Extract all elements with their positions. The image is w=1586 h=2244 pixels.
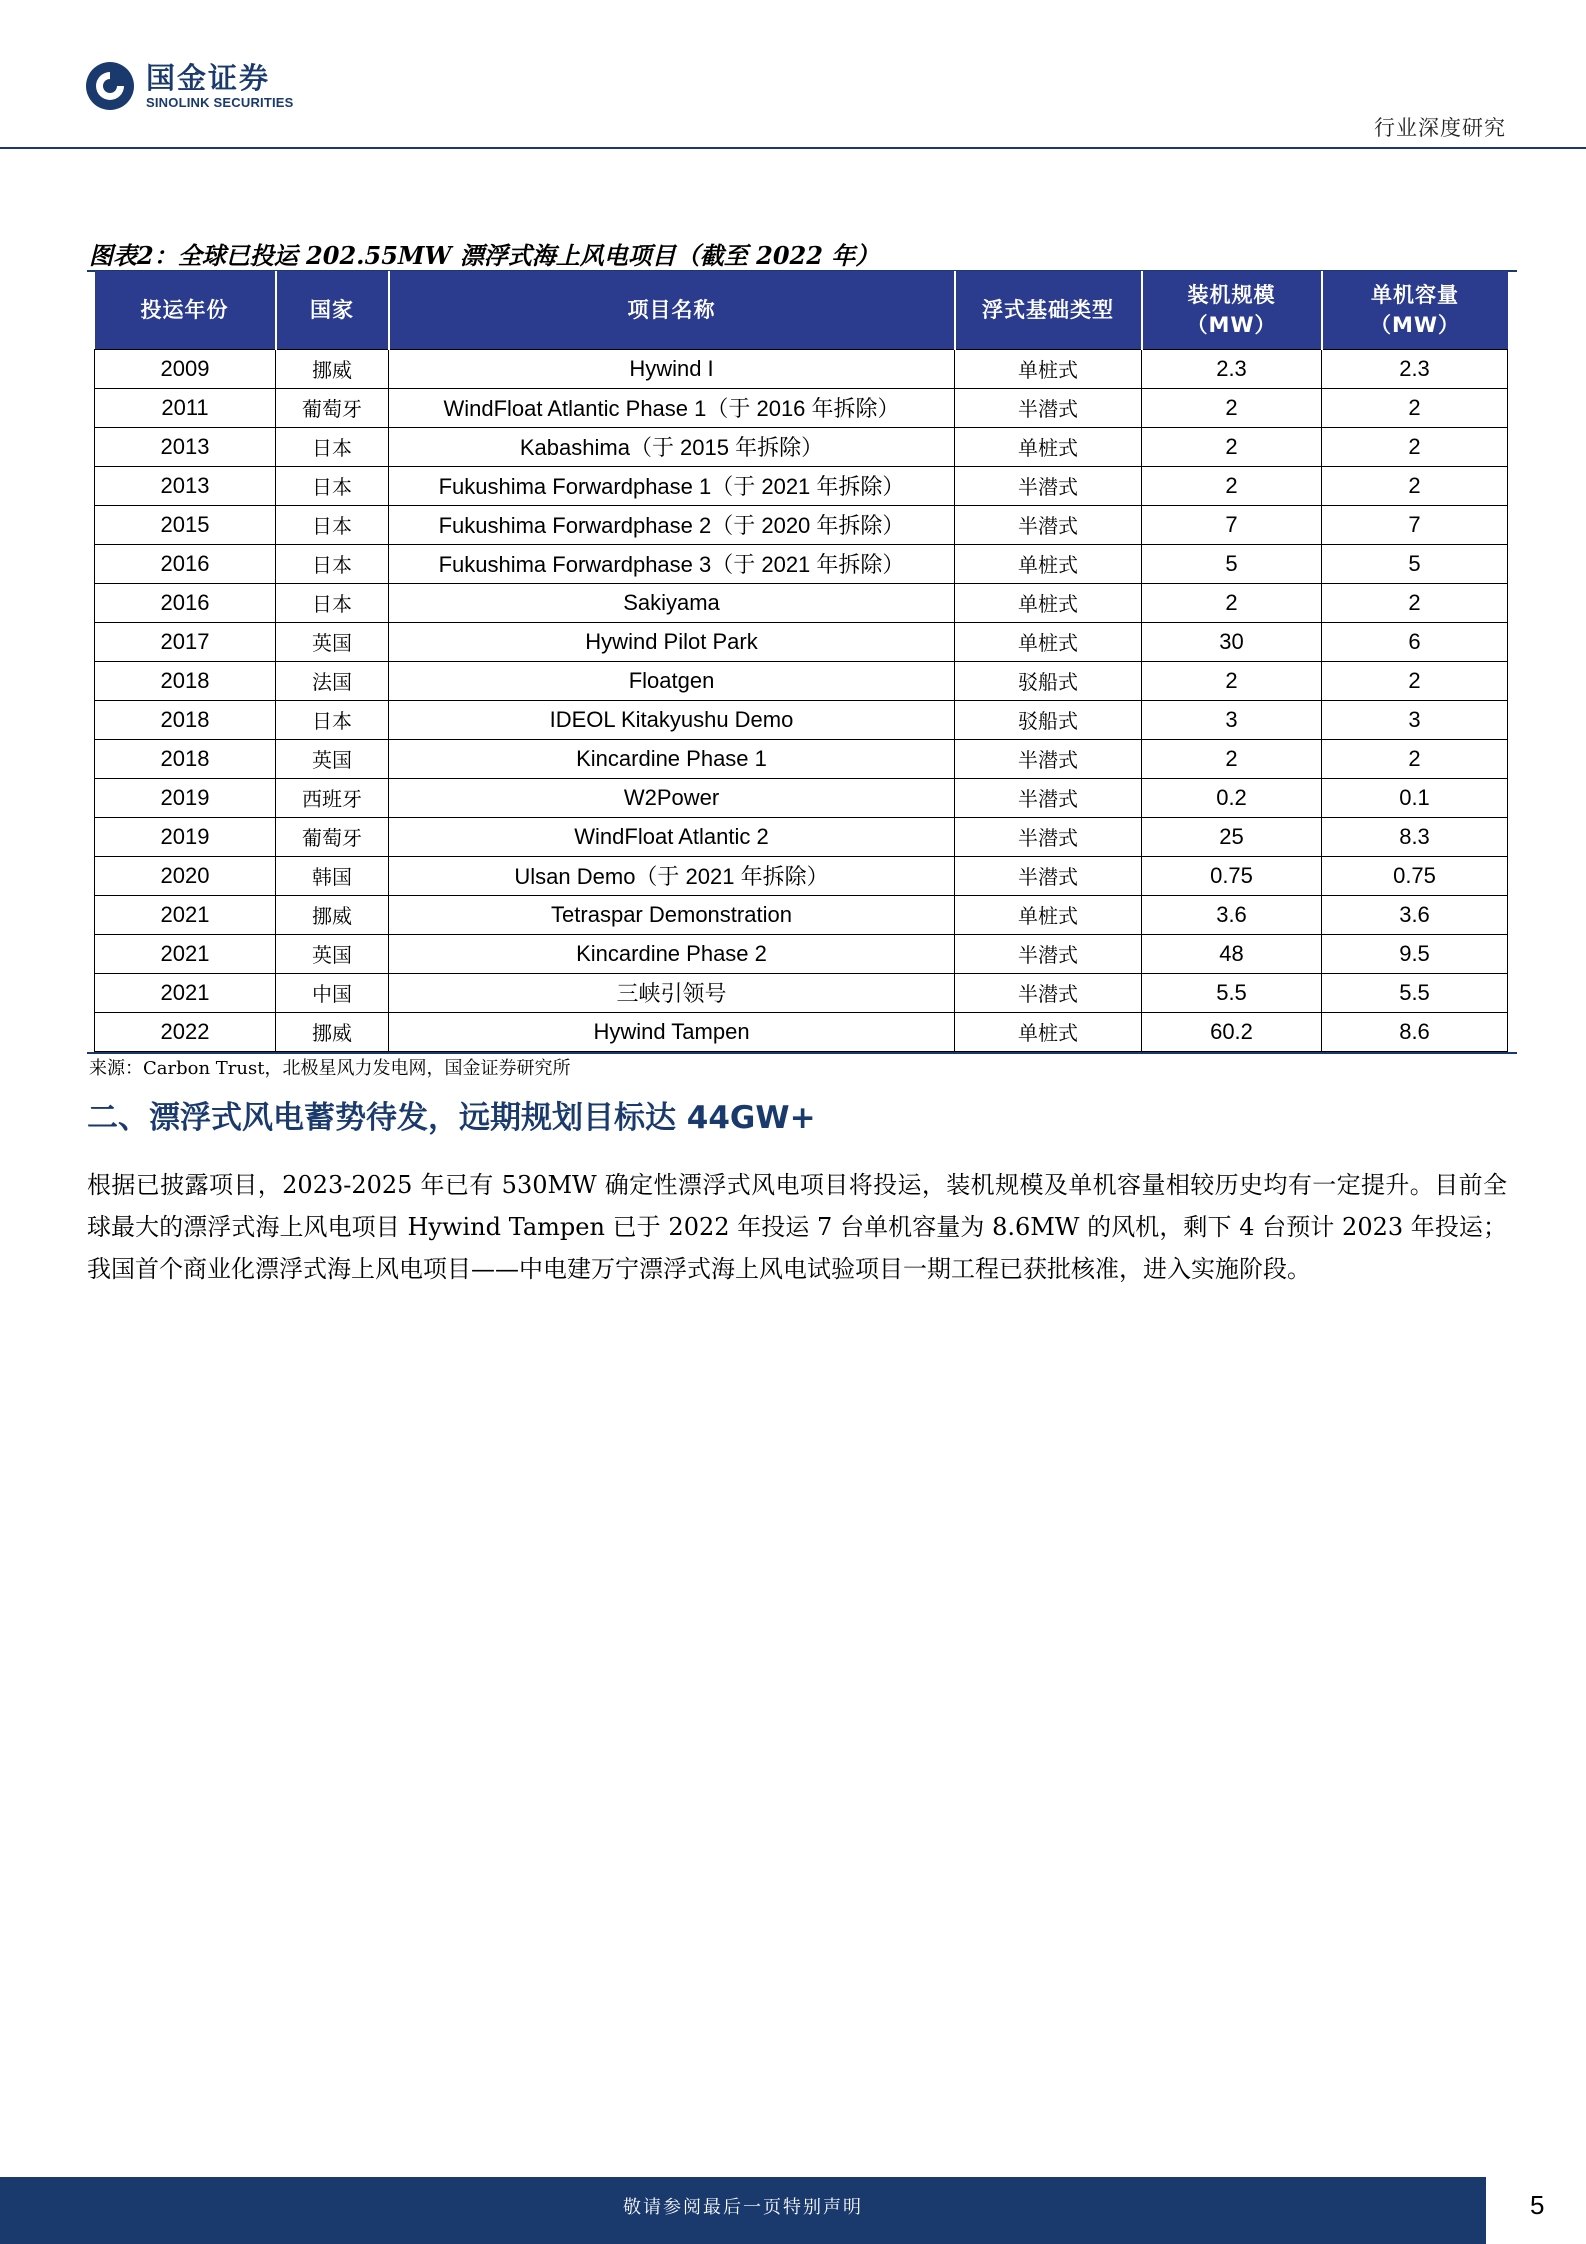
year-cell: 2021 xyxy=(95,895,276,934)
country-cell: 法国 xyxy=(276,661,389,700)
project-name-cell: 三峡引领号 xyxy=(389,973,955,1012)
table-row xyxy=(95,349,1508,388)
year-cell: 2018 xyxy=(95,739,276,778)
foundation-type-cell: 驳船式 xyxy=(955,700,1142,739)
unit-capacity-cell: 2 xyxy=(1322,739,1508,778)
capacity-cell: 0.75 xyxy=(1142,856,1322,895)
project-name-cell: W2Power xyxy=(389,778,955,817)
report-category: 行业深度研究 xyxy=(1374,116,1506,140)
table-row xyxy=(95,973,1508,1012)
table-row xyxy=(95,856,1508,895)
foundation-type-cell: 驳船式 xyxy=(955,661,1142,700)
capacity-cell: 60.2 xyxy=(1142,1012,1322,1051)
logo-chinese-name: 国金证券 xyxy=(146,61,271,95)
country-cell: 挪威 xyxy=(276,349,389,388)
country-cell: 日本 xyxy=(276,700,389,739)
project-name-cell: Hywind Tampen xyxy=(389,1012,955,1051)
year-cell: 2019 xyxy=(95,778,276,817)
foundation-type-cell: 单桩式 xyxy=(955,895,1142,934)
column-header: 投运年份 xyxy=(95,271,276,349)
table-body xyxy=(95,349,1508,1051)
capacity-cell: 3 xyxy=(1142,700,1322,739)
unit-capacity-cell: 5.5 xyxy=(1322,973,1508,1012)
country-cell: 日本 xyxy=(276,466,389,505)
unit-capacity-cell: 2 xyxy=(1322,583,1508,622)
country-cell: 英国 xyxy=(276,739,389,778)
country-cell: 日本 xyxy=(276,505,389,544)
project-name-cell: Tetraspar Demonstration xyxy=(389,895,955,934)
table-row xyxy=(95,427,1508,466)
country-cell: 挪威 xyxy=(276,1012,389,1051)
company-logo xyxy=(84,60,294,112)
foundation-type-cell: 单桩式 xyxy=(955,427,1142,466)
footer-disclaimer-link[interactable]: 敬请参阅最后一页特别声明 xyxy=(623,2197,863,2218)
capacity-cell: 5.5 xyxy=(1142,973,1322,1012)
project-name-cell: Kincardine Phase 1 xyxy=(389,739,955,778)
figure-caption: 图表2：全球已投运 202.55MW 漂浮式海上风电项目（截至 2022 年） xyxy=(89,241,880,270)
foundation-type-cell: 单桩式 xyxy=(955,1012,1142,1051)
project-name-cell: Fukushima Forwardphase 3（于 2021 年拆除） xyxy=(389,544,955,583)
foundation-type-cell: 半潜式 xyxy=(955,856,1142,895)
table-row xyxy=(95,778,1508,817)
logo-english-name: SINOLINK SECURITIES xyxy=(146,95,294,110)
project-name-cell: Kabashima（于 2015 年拆除） xyxy=(389,427,955,466)
unit-capacity-cell: 7 xyxy=(1322,505,1508,544)
table-row xyxy=(95,466,1508,505)
unit-capacity-cell: 2 xyxy=(1322,661,1508,700)
country-cell: 葡萄牙 xyxy=(276,388,389,427)
table-row xyxy=(95,622,1508,661)
header-divider xyxy=(0,147,1586,149)
year-cell: 2018 xyxy=(95,661,276,700)
table-row xyxy=(95,1012,1508,1051)
capacity-cell: 30 xyxy=(1142,622,1322,661)
unit-capacity-cell: 3 xyxy=(1322,700,1508,739)
foundation-type-cell: 半潜式 xyxy=(955,505,1142,544)
project-name-cell: WindFloat Atlantic Phase 1（于 2016 年拆除） xyxy=(389,388,955,427)
year-cell: 2019 xyxy=(95,817,276,856)
capacity-cell: 48 xyxy=(1142,934,1322,973)
year-cell: 2018 xyxy=(95,700,276,739)
project-name-cell: Fukushima Forwardphase 2（于 2020 年拆除） xyxy=(389,505,955,544)
floating-wind-projects-table xyxy=(94,271,1508,1052)
table-row xyxy=(95,895,1508,934)
project-name-cell: Floatgen xyxy=(389,661,955,700)
page-number: 5 xyxy=(1530,2190,1545,2220)
unit-capacity-cell: 0.75 xyxy=(1322,856,1508,895)
year-cell: 2017 xyxy=(95,622,276,661)
table-row xyxy=(95,934,1508,973)
section-heading: 二、漂浮式风电蓄势待发，远期规划目标达 44GW+ xyxy=(87,1100,816,1136)
page-header xyxy=(0,0,1586,150)
column-header: 装机规模 （MW） xyxy=(1142,271,1322,349)
project-name-cell: IDEOL Kitakyushu Demo xyxy=(389,700,955,739)
unit-capacity-cell: 2.3 xyxy=(1322,349,1508,388)
table-row xyxy=(95,817,1508,856)
capacity-cell: 2 xyxy=(1142,388,1322,427)
year-cell: 2016 xyxy=(95,544,276,583)
year-cell: 2011 xyxy=(95,388,276,427)
year-cell: 2009 xyxy=(95,349,276,388)
table-row xyxy=(95,739,1508,778)
unit-capacity-cell: 2 xyxy=(1322,388,1508,427)
project-name-cell: Ulsan Demo（于 2021 年拆除） xyxy=(389,856,955,895)
unit-capacity-cell: 2 xyxy=(1322,427,1508,466)
capacity-cell: 2 xyxy=(1142,466,1322,505)
year-cell: 2020 xyxy=(95,856,276,895)
country-cell: 中国 xyxy=(276,973,389,1012)
year-cell: 2013 xyxy=(95,427,276,466)
year-cell: 2013 xyxy=(95,466,276,505)
year-cell: 2015 xyxy=(95,505,276,544)
year-cell: 2021 xyxy=(95,934,276,973)
country-cell: 韩国 xyxy=(276,856,389,895)
capacity-cell: 2 xyxy=(1142,583,1322,622)
foundation-type-cell: 单桩式 xyxy=(955,349,1142,388)
capacity-cell: 2 xyxy=(1142,427,1322,466)
foundation-type-cell: 半潜式 xyxy=(955,973,1142,1012)
unit-capacity-cell: 9.5 xyxy=(1322,934,1508,973)
body-paragraph: 根据已披露项目，2023-2025 年已有 530MW 确定性漂浮式风电项目将投运，装机规模及单机容量相较历史均有一定提升。目前全球最大的漂浮式海上风电项目 Hywind Tampen 已于 2022 年投运 7 台单机容量为 8.6MW 的风机，剩下 4 台预计 2023 年投运；我国首个商业化漂浮式海上风电项目——中电建万宁漂浮式海上风电试验项目一期工程已获批核准，进入实施阶段。 xyxy=(87,1171,1507,1283)
foundation-type-cell: 单桩式 xyxy=(955,622,1142,661)
capacity-cell: 2 xyxy=(1142,661,1322,700)
capacity-cell: 3.6 xyxy=(1142,895,1322,934)
column-header: 浮式基础类型 xyxy=(955,271,1142,349)
foundation-type-cell: 单桩式 xyxy=(955,544,1142,583)
country-cell: 西班牙 xyxy=(276,778,389,817)
foundation-type-cell: 半潜式 xyxy=(955,817,1142,856)
project-name-cell: Sakiyama xyxy=(389,583,955,622)
project-name-cell: Hywind I xyxy=(389,349,955,388)
foundation-type-cell: 半潜式 xyxy=(955,388,1142,427)
project-name-cell: Kincardine Phase 2 xyxy=(389,934,955,973)
project-name-cell: WindFloat Atlantic 2 xyxy=(389,817,955,856)
country-cell: 葡萄牙 xyxy=(276,817,389,856)
table-row xyxy=(95,700,1508,739)
country-cell: 英国 xyxy=(276,622,389,661)
column-header: 单机容量 （MW） xyxy=(1322,271,1508,349)
column-header: 国家 xyxy=(276,271,389,349)
foundation-type-cell: 半潜式 xyxy=(955,778,1142,817)
year-cell: 2016 xyxy=(95,583,276,622)
table-row xyxy=(95,544,1508,583)
country-cell: 日本 xyxy=(276,427,389,466)
unit-capacity-cell: 0.1 xyxy=(1322,778,1508,817)
foundation-type-cell: 半潜式 xyxy=(955,466,1142,505)
unit-capacity-cell: 2 xyxy=(1322,466,1508,505)
country-cell: 挪威 xyxy=(276,895,389,934)
capacity-cell: 5 xyxy=(1142,544,1322,583)
table-row xyxy=(95,388,1508,427)
table-row xyxy=(95,505,1508,544)
country-cell: 英国 xyxy=(276,934,389,973)
foundation-type-cell: 半潜式 xyxy=(955,934,1142,973)
capacity-cell: 25 xyxy=(1142,817,1322,856)
capacity-cell: 2.3 xyxy=(1142,349,1322,388)
unit-capacity-cell: 5 xyxy=(1322,544,1508,583)
capacity-cell: 2 xyxy=(1142,739,1322,778)
year-cell: 2021 xyxy=(95,973,276,1012)
table-row xyxy=(95,583,1508,622)
unit-capacity-cell: 6 xyxy=(1322,622,1508,661)
column-header: 项目名称 xyxy=(389,271,955,349)
table-header-row xyxy=(95,271,1508,349)
project-name-cell: Fukushima Forwardphase 1（于 2021 年拆除） xyxy=(389,466,955,505)
sinolink-logo-icon xyxy=(84,60,136,112)
year-cell: 2022 xyxy=(95,1012,276,1051)
table-row xyxy=(95,661,1508,700)
country-cell: 日本 xyxy=(276,544,389,583)
foundation-type-cell: 半潜式 xyxy=(955,739,1142,778)
unit-capacity-cell: 3.6 xyxy=(1322,895,1508,934)
project-name-cell: Hywind Pilot Park xyxy=(389,622,955,661)
capacity-cell: 0.2 xyxy=(1142,778,1322,817)
unit-capacity-cell: 8.3 xyxy=(1322,817,1508,856)
foundation-type-cell: 单桩式 xyxy=(955,583,1142,622)
country-cell: 日本 xyxy=(276,583,389,622)
unit-capacity-cell: 8.6 xyxy=(1322,1012,1508,1051)
source-note: 来源：Carbon Trust，北极星风力发电网，国金证券研究所 xyxy=(89,1058,571,1079)
capacity-cell: 7 xyxy=(1142,505,1322,544)
